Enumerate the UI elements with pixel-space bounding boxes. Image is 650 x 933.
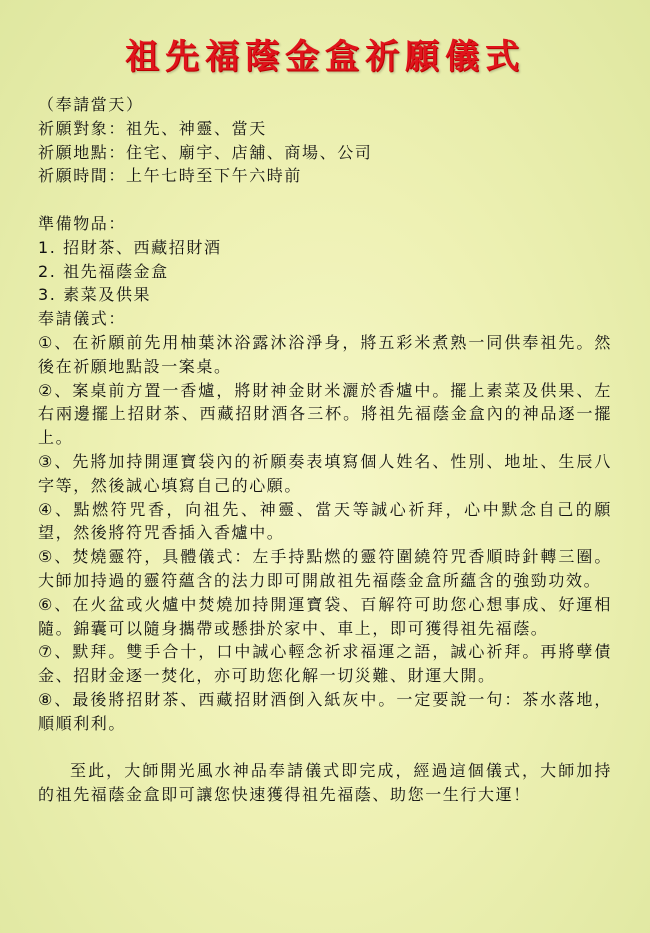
invocation-text: （奉請當天） — [38, 95, 144, 114]
prayer-time: 祈願時間：上午七時至下午六時前 — [38, 166, 303, 186]
preparation-item: 2. 祖先福蔭金盒 — [38, 261, 169, 281]
spacer — [38, 736, 612, 760]
ritual-step: ①、在祈願前先用柚葉沐浴露沐浴淨身，將五彩米煮熟一同供奉祖先。然後在祈願地點設一案桌。 — [38, 332, 612, 376]
page-title: 祖先福蔭金盒祈願儀式 — [125, 37, 525, 77]
document-body — [38, 93, 612, 807]
preparation-item: 1. 招財茶、西藏招財酒 — [38, 237, 222, 257]
spacer — [38, 188, 612, 212]
prayer-place: 祈願地點：住宅、廟宇、店舖、商場、公司 — [38, 142, 373, 162]
preparation-heading: 準備物品： — [38, 213, 127, 233]
ritual-step: ⑤、焚燒靈符，具體儀式：左手持點燃的靈符圍繞符咒香順時針轉三圈。大師加持過的靈符蘊含的法力即可開啟祖先福蔭金盒所蘊含的強勁功效。 — [38, 547, 612, 590]
preparation-item: 3. 素菜及供果 — [38, 285, 152, 305]
prayer-target: 祈願對象：祖先、神靈、當天 — [38, 118, 267, 138]
ritual-step: ⑦、默拜。雙手合十，口中誠心輕念祈求福運之語，誠心祈拜。再將孽債金、招財金逐一焚化，亦可助您化解一切災難、財運大開。 — [38, 642, 612, 686]
ritual-step: ⑧、最後將招財茶、西藏招財酒倒入紙灰中。一定要說一句：茶水落地，順順利利。 — [38, 689, 612, 733]
ritual-step: ③、先將加持開運寶袋內的祈願奏表填寫個人姓名、性別、地址、生辰八字等，然後誠心填寫自己的心願。 — [38, 451, 612, 495]
conclusion-text: 至此，大師開光風水神品奉請儀式即完成，經過這個儀式，大師加持的祖先福蔭金盒即可讓您快速獲得祖先福蔭、助您一生行大運！ — [38, 761, 612, 805]
ritual-step: ⑥、在火盆或火爐中焚燒加持開運寶袋、百解符可助您心想事成、好運相隨。錦囊可以隨身攜帶或懸掛於家中、車上，即可獲得祖先福蔭。 — [38, 594, 612, 638]
ritual-heading: 奉請儀式： — [38, 309, 127, 329]
ritual-step: ④、點燃符咒香，向祖先、神靈、當天等誠心祈拜，心中默念自己的願望，然後將符咒香插入香爐中。 — [38, 499, 612, 543]
ritual-step: ②、案桌前方置一香爐，將財神金財米灑於香爐中。擺上素菜及供果、左右兩邊擺上招財茶、西藏招財酒各三杯。將祖先福蔭金盒內的神品逐一擺上。 — [38, 380, 612, 448]
